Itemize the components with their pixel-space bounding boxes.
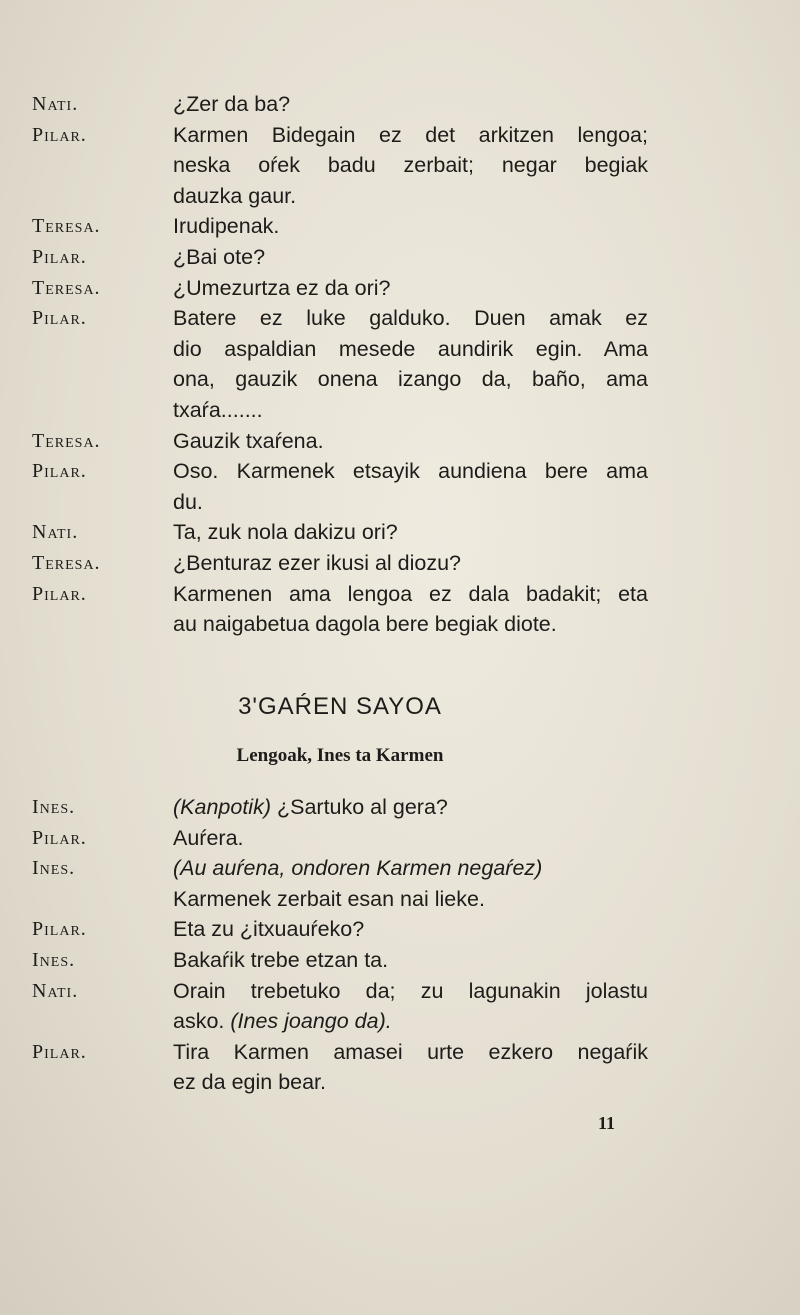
dialogue-line [0, 394, 800, 426]
scene-title: 3'GAŔEN SAYOA [238, 693, 442, 720]
dialogue-line [0, 516, 800, 548]
dialogue-text: (Au auŕena, ondoren Karmen negaŕez) [173, 856, 543, 881]
dialogue-line [0, 180, 800, 212]
dialogue-line [0, 944, 800, 976]
dialogue-text: Ta, zuk nola dakizu ori? [173, 520, 398, 545]
dialogue-line [0, 608, 800, 640]
dialogue-line [0, 88, 800, 120]
speaker-name: Pilar. [32, 1040, 87, 1063]
dialogue-line [0, 241, 800, 273]
dialogue-text: ¿Umezurtza ez da ori? [173, 275, 391, 300]
page-number: 11 [598, 1113, 616, 1133]
dialogue-text: Auŕera. [173, 825, 244, 850]
dialogue-line [0, 913, 800, 945]
speaker-name: Pilar. [32, 307, 87, 330]
dialogue-line [0, 119, 800, 151]
dialogue-line [0, 1066, 800, 1098]
dialogue-text: (Kanpotik) ¿Sartuko al gera? [173, 795, 448, 819]
speaker-name: Teresa. [32, 276, 101, 299]
dialogue-text: ¿Zer da ba? [173, 92, 291, 116]
speaker-name: Ines. [32, 796, 76, 818]
dialogue-text: Batere ez luke galduko. Duen amak ez [173, 306, 648, 331]
speaker-name: Nati. [32, 93, 79, 115]
dialogue-text: txaŕa....... [173, 398, 263, 422]
dialogue-line [0, 1036, 800, 1068]
dialogue-text: dio aspaldian mesede aundirik egin. Ama [173, 336, 648, 361]
dialogue-line [0, 455, 800, 487]
dialogue-text: ¿Benturaz ezer ikusi al diozu? [173, 551, 462, 575]
dialogue-text: Karmenen ama lengoa ez dala badakit; eta [173, 581, 648, 606]
dialogue-line [0, 578, 800, 610]
dialogue-line [0, 547, 800, 579]
speaker-name: Teresa. [32, 429, 101, 452]
dialogue-text: Tira Karmen amasei urte ezkero negaŕik [173, 1039, 648, 1064]
speaker-name: Nati. [32, 979, 79, 1002]
speaker-name: Pilar. [32, 826, 87, 849]
dialogue-text: au naigabetua dagola bere begiak diote. [173, 612, 557, 637]
dialogue-text: Gauzik txaŕena. [173, 428, 324, 453]
dialogue-line [0, 425, 800, 457]
dialogue-text: dauzka gaur. [173, 183, 297, 208]
dialogue-line [0, 272, 800, 304]
dialogue-line [0, 363, 800, 395]
dialogue-text: Bakaŕik trebe etzan ta. [173, 948, 389, 972]
dialogue-line [0, 302, 800, 334]
dialogue-text: ¿Bai ote? [173, 245, 266, 269]
speaker-name: Pilar. [32, 918, 87, 941]
dialogue-text: ez da egin bear. [173, 1070, 327, 1095]
dialogue-line [0, 486, 800, 518]
dialogue-line [0, 333, 800, 365]
dialogue-text: Irudipenak. [173, 214, 280, 239]
dialogue-line [0, 883, 800, 915]
dialogue-text: Karmenek zerbait esan nai lieke. [173, 886, 485, 911]
speaker-name: Teresa. [32, 552, 101, 574]
speaker-name: Pilar. [32, 582, 87, 605]
speaker-name: Pilar. [32, 123, 87, 146]
speaker-name: Teresa. [32, 215, 101, 238]
dialogue-line [0, 791, 800, 823]
dialogue-line [0, 852, 800, 884]
dialogue-text: neska oŕek badu zerbait; negar begiak [173, 153, 648, 178]
scene-characters: Lengoak, Ines ta Karmen [236, 745, 444, 766]
dialogue-text: Eta zu ¿itxuauŕeko? [173, 917, 365, 942]
speaker-name: Pilar. [32, 460, 87, 483]
dialogue-line [0, 1005, 800, 1037]
dialogue-text: asko. (Ines joango da). [173, 1009, 392, 1034]
speaker-name: Ines. [32, 949, 76, 971]
speaker-name: Nati. [32, 521, 79, 544]
speaker-name: Pilar. [32, 246, 87, 268]
dialogue-text: Karmen Bidegain ez det arkitzen lengoa; [173, 122, 648, 147]
speaker-name: Ines. [32, 857, 76, 880]
dialogue-text: Orain trebetuko da; zu lagunakin jolastu [173, 978, 648, 1003]
dialogue-text: ona, gauzik onena izango da, baño, ama [173, 367, 648, 392]
dialogue-line [0, 149, 800, 181]
dialogue-line [0, 975, 800, 1007]
dialogue-text: Oso. Karmenek etsayik aundiena bere ama [173, 459, 648, 484]
dialogue-line [0, 822, 800, 854]
dialogue-line [0, 210, 800, 242]
dialogue-text: du. [173, 489, 203, 514]
